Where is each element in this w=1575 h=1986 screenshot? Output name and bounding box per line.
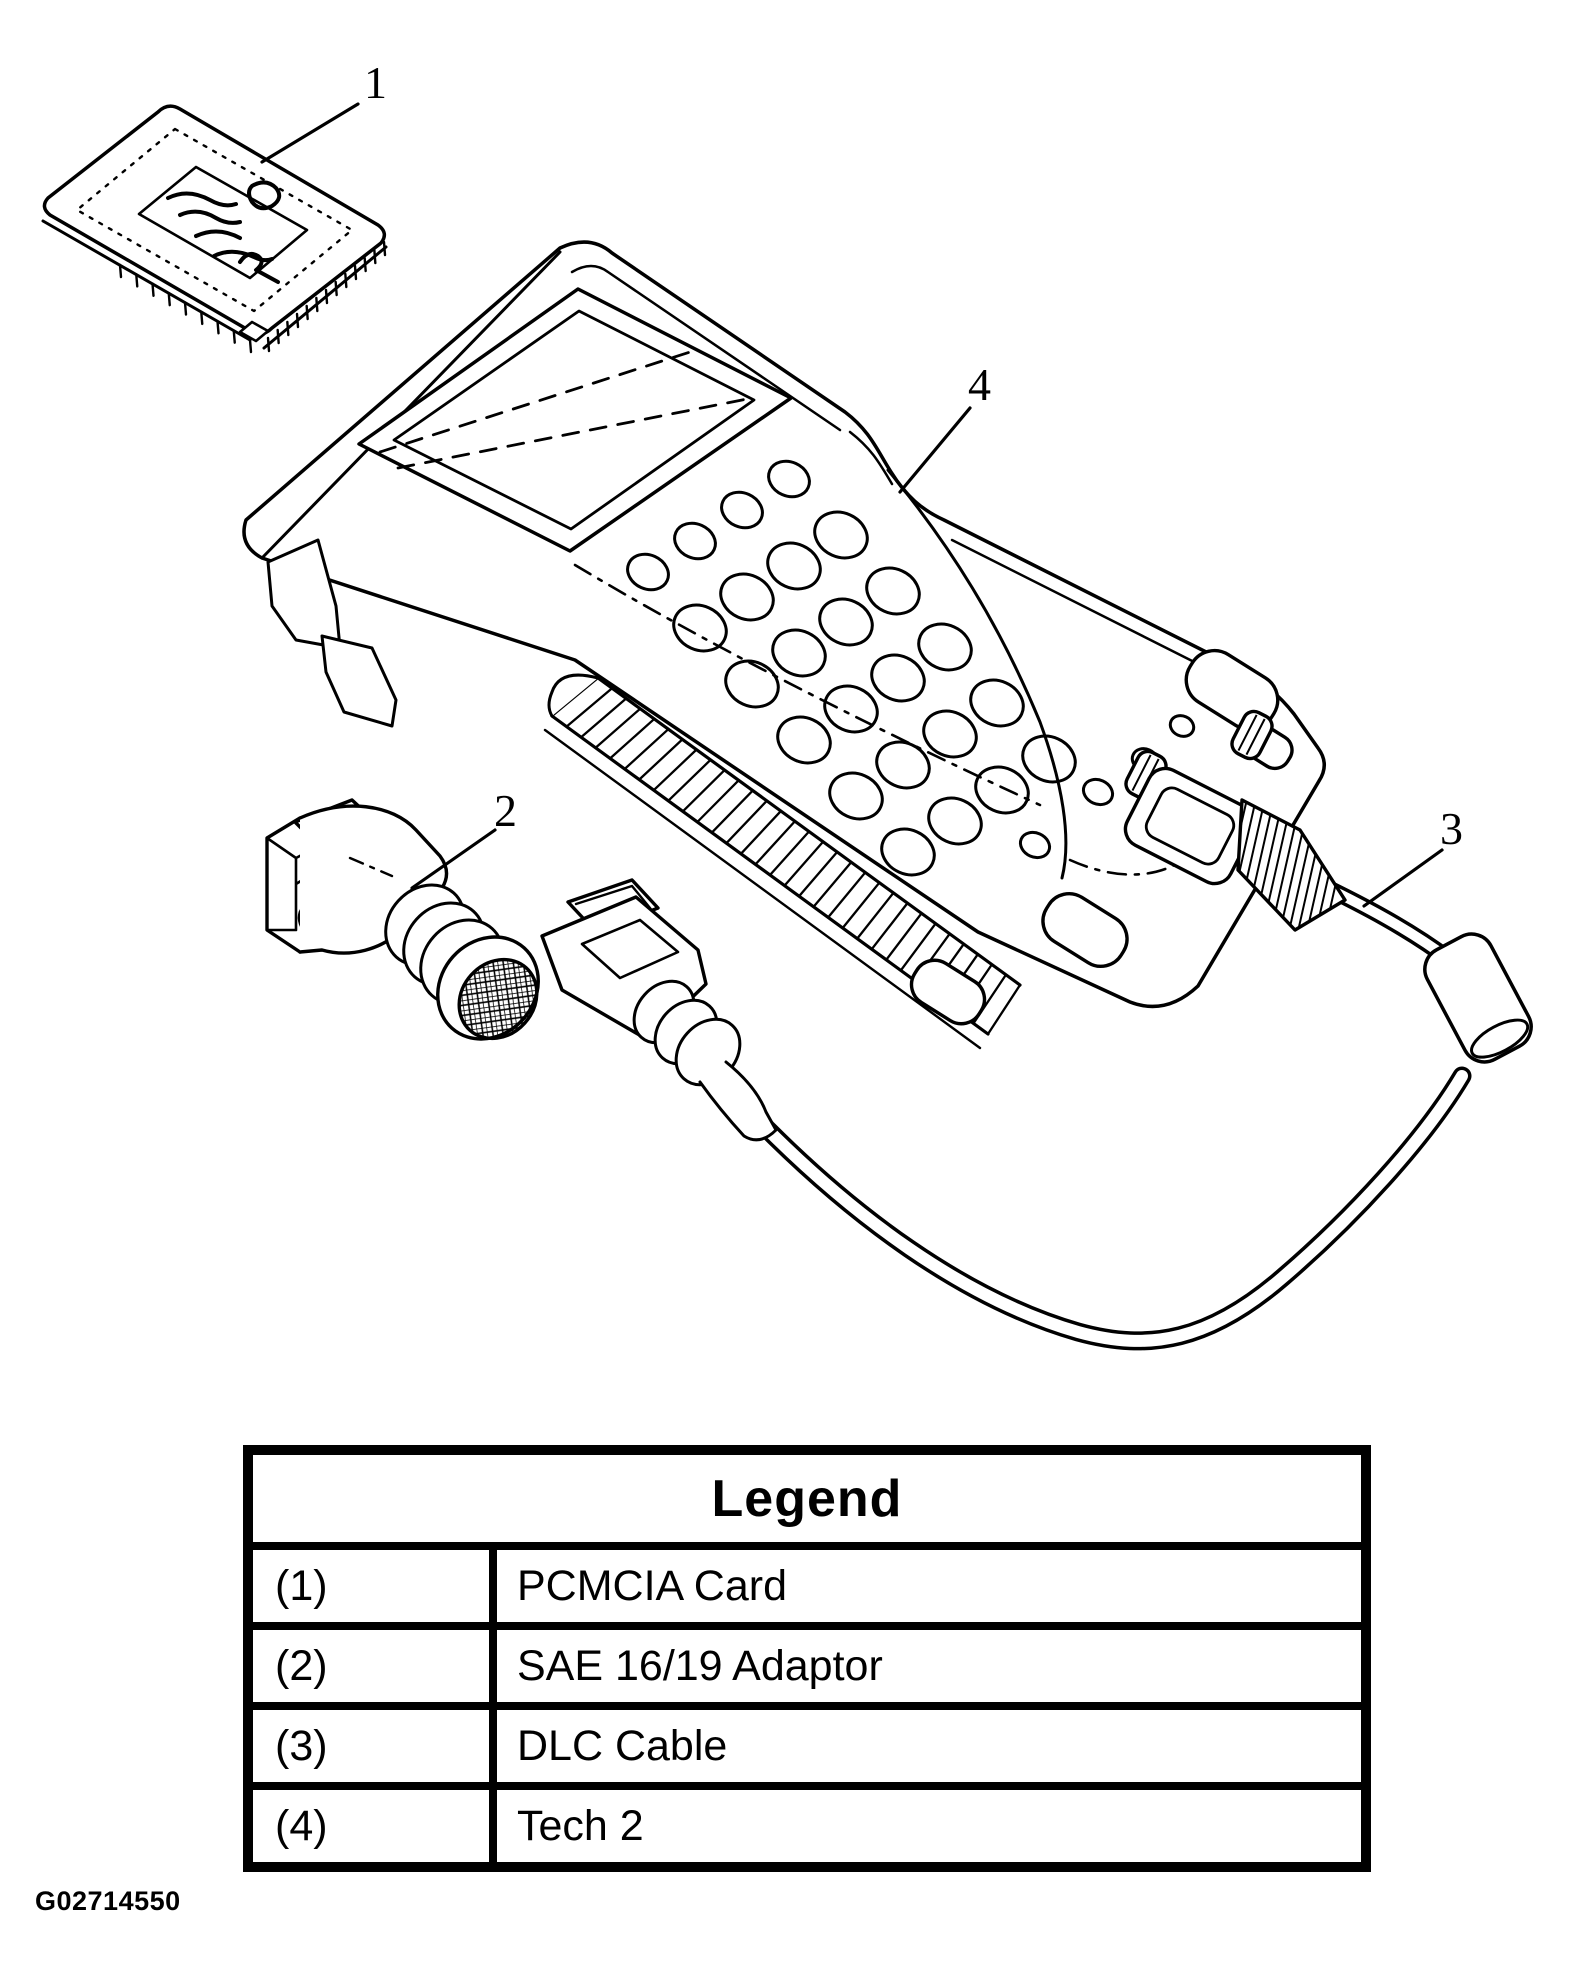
legend-ref-1: (1) — [253, 1550, 497, 1622]
legend-ref-2: (2) — [253, 1630, 497, 1702]
sae-adaptor-illustration — [267, 800, 559, 1060]
dlc-cable-loop — [766, 1076, 1462, 1341]
leader-4 — [900, 408, 970, 492]
legend-ref-4: (4) — [253, 1790, 497, 1862]
leader-3 — [1364, 850, 1442, 906]
legend-desc-4: Tech 2 — [517, 1801, 644, 1850]
callout-2: 2 — [494, 785, 517, 836]
legend-row-1 — [253, 1550, 1361, 1630]
figure-id-code: G02714550 — [35, 1886, 181, 1916]
legend-ref-3: (3) — [253, 1710, 497, 1782]
callout-1: 1 — [364, 57, 387, 108]
legend-desc-3: DLC Cable — [517, 1721, 728, 1770]
leader-1 — [262, 104, 358, 162]
pcmcia-card-illustration — [43, 106, 386, 352]
callout-4: 4 — [968, 359, 991, 410]
legend-row-2 — [253, 1630, 1361, 1710]
legend-row-4 — [253, 1790, 1361, 1862]
legend-header — [253, 1455, 1361, 1550]
legend-desc-2: SAE 16/19 Adaptor — [517, 1641, 883, 1690]
callout-3: 3 — [1440, 803, 1463, 854]
legend-title: Legend — [711, 1469, 903, 1528]
legend-table — [243, 1445, 1371, 1872]
dlc-cable-connector — [542, 880, 776, 1140]
legend-desc-1: PCMCIA Card — [517, 1561, 788, 1610]
legend-row-3 — [253, 1710, 1361, 1790]
